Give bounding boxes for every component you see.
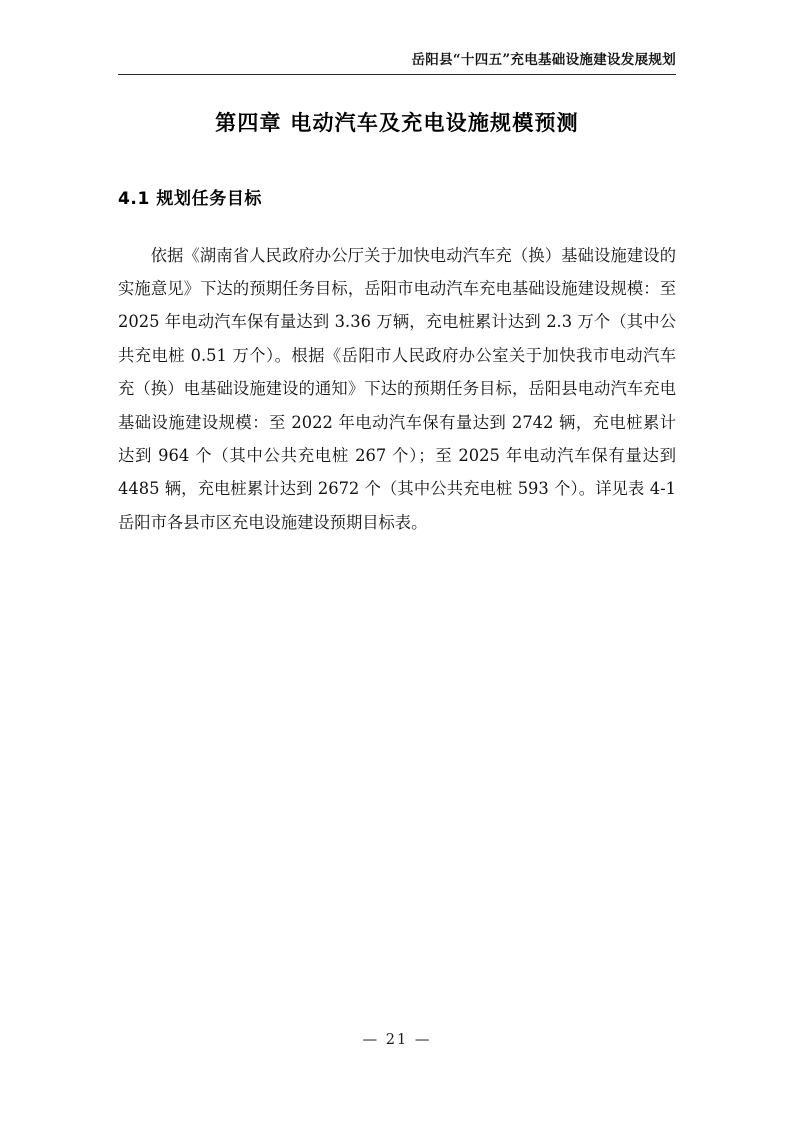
section-heading: 4.1 规划任务目标 — [118, 188, 263, 209]
running-header-title: 岳阳县“十四五”充电基础设施建设发展规划 — [411, 52, 676, 68]
page-number: — 21 — — [362, 1032, 432, 1048]
header-divider-rule — [118, 74, 676, 75]
chapter-title: 第四章 电动汽车及充电设施规模预测 — [215, 111, 579, 135]
body-paragraph: 依据《湖南省人民政府办公厅关于加快电动汽车充（换）基础设施建设的实施意见》下达的预期任务目标，岳阳市电动汽车充电基础设施建设规模：至 2025 年电动汽车保有量达到 3.36 万辆，充电桩累计达到 2.3 万个（其中公共充电桩 0.51 万个）。根据《岳阳市人民政府办公室关于加快我市电动汽车充（换）电基础设施建设的通知》下达的预期任务目标，岳阳县电动汽车充电基础设施建设规模：至 2022 年电动汽车保有量达到 2742 辆，充电桩累计达到 964 个（其中公共充电桩 267 个）；至 2025 年电动汽车保有量达到 4485 辆，充电桩累计达到 2672 个（其中公共充电桩 593 个）。详见表 4-1 岳阳市各县市区充电设施建设预期目标表。 — [118, 245, 676, 532]
page-content — [118, 96, 676, 539]
